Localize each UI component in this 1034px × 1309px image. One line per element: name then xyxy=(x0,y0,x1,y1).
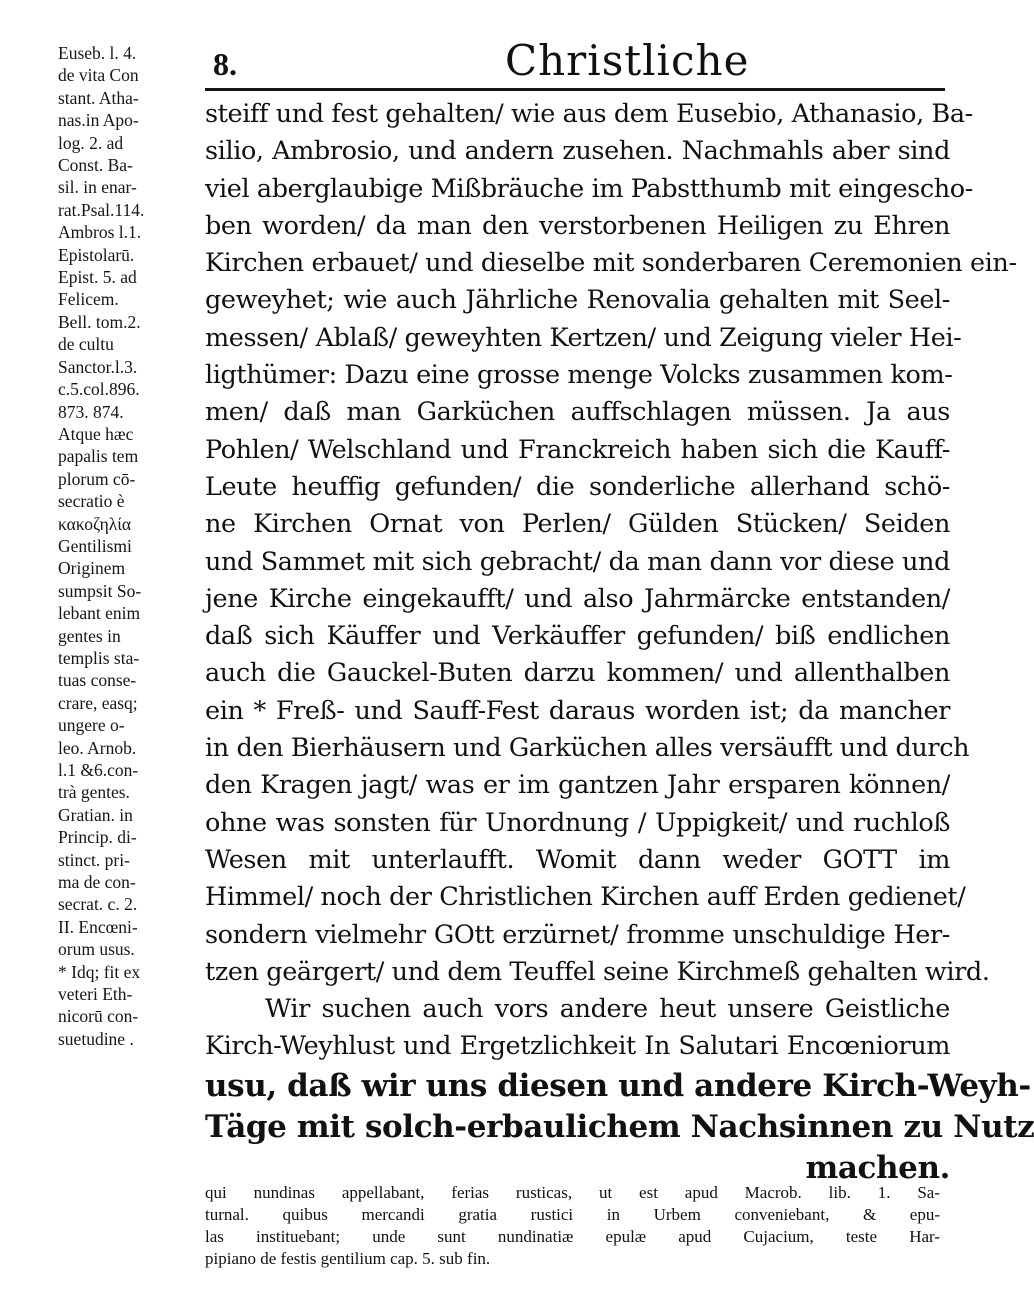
margin-note-line: Epistolarū. xyxy=(58,244,135,265)
body-line: auch die Gauckel-Buten darzu kommen/ und allenthalben xyxy=(205,658,950,689)
margin-note-line: suetudine . xyxy=(58,1028,134,1049)
margin-note-line: Gratian. in xyxy=(58,804,133,825)
body-line: Kirchen erbauet/ und dieselbe mit sonderbaren Ceremonien ein- xyxy=(205,248,1017,279)
page-header xyxy=(205,36,945,96)
body-line: usu, daß wir uns diesen und andere Kirch-Weyh- xyxy=(205,1067,1031,1104)
header-rule xyxy=(205,88,945,91)
margin-note-line: sumpsit So- xyxy=(58,580,142,601)
body-line: Leute heuffig gefunden/ die sonderliche allerhand schö- xyxy=(205,471,950,502)
margin-note-line: ma de con- xyxy=(58,872,136,893)
main-text xyxy=(205,96,1034,1188)
body-line: jene Kirche eingekaufft/ und also Jahrmärcke entstanden/ xyxy=(205,583,950,614)
body-line: Kirch-Weyhlust und Ergetzlichkeit In Salutari Encœniorum xyxy=(205,1031,950,1062)
margin-note-line: orum usus. xyxy=(58,939,135,960)
margin-note-line: Euseb. l. 4. xyxy=(58,43,137,63)
footnote xyxy=(205,1182,940,1270)
running-head: Christliche xyxy=(505,36,750,85)
margin-note-line: trà gentes. xyxy=(58,782,130,803)
body-line: ohne was sonsten für Unordnung / Uppigkeit/ und ruchloß xyxy=(205,807,950,838)
margin-note-line: Atque hæc xyxy=(58,423,134,444)
margin-note-line: Bell. tom.2. xyxy=(58,311,141,332)
margin-note-line: secratio è xyxy=(58,491,125,512)
margin-note-line: templis sta- xyxy=(58,647,140,668)
body-line: und Sammet mit sich gebracht/ da man dann vor diese und xyxy=(205,546,950,577)
margin-note-line: Originem xyxy=(58,558,126,579)
body-line: ben worden/ da man den verstorbenen Heiligen zu Ehren xyxy=(205,210,950,241)
margin-notes xyxy=(58,42,198,1050)
margin-note-line: rat.Psal.114. xyxy=(58,199,145,220)
body-line: Wir suchen auch vors andere heut unsere Geistliche xyxy=(265,994,950,1025)
body-line: steiff und fest gehalten/ wie aus dem Eusebio, Athanasio, Ba- xyxy=(205,99,973,129)
margin-note-line: stinct. pri- xyxy=(58,849,130,870)
margin-note-line: II. Encœni- xyxy=(58,916,138,937)
margin-note-line: Const. Ba- xyxy=(58,155,133,176)
margin-note-line: papalis tem xyxy=(58,446,139,467)
margin-note-line: nicorū con- xyxy=(58,1006,139,1027)
margin-note-line: Princip. di- xyxy=(58,827,137,848)
margin-note-line: Ambros l.1. xyxy=(58,222,142,243)
margin-note-line: leo. Arnob. xyxy=(58,737,137,758)
body-line: Wesen mit unterlaufft. Womit dann weder GOTT im xyxy=(205,844,950,875)
margin-note-line: lebant enim xyxy=(58,603,141,624)
margin-note-line: de cultu xyxy=(58,334,114,355)
body-line: daß sich Käuffer und Verkäuffer gefunden/ biß endlichen xyxy=(205,621,950,652)
margin-note-line: log. 2. ad xyxy=(58,132,124,153)
margin-note-line: l.1 &6.con- xyxy=(58,760,139,780)
footnote-line: pipiano de festis gentilium cap. 5. sub fin. xyxy=(205,1249,491,1268)
body-line: viel aberglaubige Mißbräuche im Pabstthumb mit eingescho- xyxy=(205,173,973,204)
margin-note-line: Epist. 5. ad xyxy=(58,267,137,288)
body-line: Pohlen/ Welschland und Franckreich haben sich die Kauff- xyxy=(205,434,950,465)
margin-note-line: gentes in xyxy=(58,625,121,646)
margin-note-line: veteri Eth- xyxy=(58,984,133,1005)
margin-note-line: nas.in Apo- xyxy=(58,110,139,131)
margin-note-line: stant. Atha- xyxy=(58,87,139,108)
body-line: messen/ Ablaß/ geweyhten Kertzen/ und Zeigung vieler Hei- xyxy=(205,322,962,353)
margin-note-line: κακοζηλία xyxy=(58,513,132,534)
margin-note-line: plorum cō- xyxy=(58,468,136,489)
body-line: Täge mit solch-erbaulichem Nachsinnen zu Nutz xyxy=(205,1108,1034,1145)
margin-note-line: sil. in enar- xyxy=(58,177,137,198)
margin-note-line: Sanctor.l.3. xyxy=(58,356,138,377)
footnote-line: las instituebant; unde sunt nundinatiæ epulæ apud Cujacium, teste Har- xyxy=(205,1227,940,1246)
margin-note-line: c.5.col.896. xyxy=(58,379,140,400)
body-line: machen. xyxy=(805,1149,950,1186)
margin-note-line: Gentilismi xyxy=(58,535,132,556)
body-line: in den Bierhäusern und Garküchen alles versäufft und durch xyxy=(205,733,970,764)
footnote-line: turnal. quibus mercandi gratia rustici in Urbem conveniebant, & epu- xyxy=(205,1205,940,1224)
body-line: ein * Freß- und Sauff-Fest daraus worden ist; da mancher xyxy=(205,695,950,726)
body-line: tzen geärgert/ und dem Teuffel seine Kirchmeß gehalten wird. xyxy=(205,956,990,987)
body-line: Himmel/ noch der Christlichen Kirchen auff Erden gedienet/ xyxy=(205,882,966,913)
body-line: ligthümer: Dazu eine grosse menge Volcks zusammen kom- xyxy=(205,360,953,391)
page-number: 8. xyxy=(213,46,237,82)
margin-note-line: crare, easq; xyxy=(58,692,138,713)
margin-note-line: ungere o- xyxy=(58,715,125,736)
body-line: ne Kirchen Ornat von Perlen/ Gülden Stücken/ Seiden xyxy=(205,509,950,540)
margin-note-line: * Idq; fit ex xyxy=(58,961,141,982)
margin-note-line: secrat. c. 2. xyxy=(58,894,138,915)
margin-note-line: de vita Con xyxy=(58,65,139,86)
body-line: geweyhet; wie auch Jährliche Renovalia gehalten mit Seel- xyxy=(205,285,950,316)
body-line: men/ daß man Garküchen auffschlagen müssen. Ja aus xyxy=(205,397,950,428)
footnote-line: qui nundinas appellabant, ferias rusticas, ut est apud Macrob. lib. 1. Sa- xyxy=(205,1183,940,1202)
body-line: den Kragen jagt/ was er im gantzen Jahr ersparen können/ xyxy=(205,770,950,801)
body-line: silio, Ambrosio, und andern zusehen. Nachmahls aber sind xyxy=(205,136,950,167)
margin-note-line: tuas conse- xyxy=(58,670,137,691)
body-line: sondern vielmehr GOtt erzürnet/ fromme unschuldige Her- xyxy=(205,919,950,950)
margin-note-line: 873. 874. xyxy=(58,401,124,422)
margin-note-line: Felicem. xyxy=(58,289,119,310)
